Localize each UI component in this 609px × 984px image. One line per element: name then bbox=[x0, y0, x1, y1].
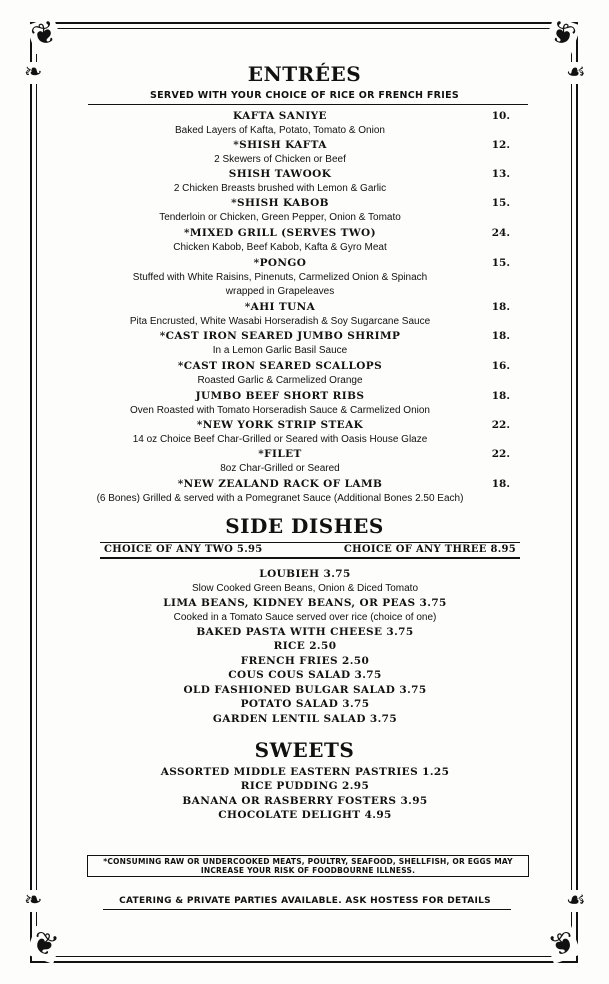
entree-price: 16. bbox=[491, 360, 510, 372]
side-item: BAKED PASTA WITH CHEESE 3.75 bbox=[196, 626, 414, 638]
side-item-description: Slow Cooked Green Beans, Onion & Diced Tomato bbox=[191, 583, 419, 594]
choice-three-label: CHOICE OF ANY THREE 8.95 bbox=[343, 544, 516, 555]
side-item: GARDEN LENTIL SALAD 3.75 bbox=[212, 713, 398, 725]
entree-description-cont: wrapped in Grapeleaves bbox=[225, 286, 335, 297]
side-item: COUS COUS SALAD 3.75 bbox=[228, 669, 382, 681]
choice-two-label: CHOICE OF ANY TWO 5.95 bbox=[104, 544, 263, 555]
entrees-title: ENTRÉES bbox=[247, 62, 362, 86]
entree-name: *MIXED GRILL (SERVES TWO) bbox=[184, 227, 376, 239]
side-item: RICE 2.50 bbox=[273, 640, 337, 652]
side-item: OLD FASHIONED BULGAR SALAD 3.75 bbox=[183, 684, 427, 696]
entree-description: Stuffed with White Raisins, Pinenuts, Carmelized Onion & Spinach bbox=[132, 272, 428, 283]
entree-name: *AHI TUNA bbox=[244, 301, 316, 313]
entree-description: Pita Encrusted, White Wasabi Horseradish & Soy Sugarcane Sauce bbox=[129, 316, 431, 327]
flourish-icon: ☙ bbox=[566, 888, 586, 913]
entree-description: 14 oz Choice Beef Char-Grilled or Seared with Oasis House Glaze bbox=[132, 434, 428, 445]
entree-name: JUMBO BEEF SHORT RIBS bbox=[195, 390, 365, 402]
sweet-item: ASSORTED MIDDLE EASTERN PASTRIES 1.25 bbox=[160, 766, 450, 778]
flourish-icon: ❦ bbox=[544, 13, 581, 56]
entree-description: 8oz Char-Grilled or Seared bbox=[220, 463, 340, 474]
flourish-icon: ❦ bbox=[26, 13, 63, 56]
flourish-icon: ❧ bbox=[24, 888, 43, 913]
side-dishes-title: SIDE DISHES bbox=[225, 514, 384, 538]
entree-price: 12. bbox=[491, 139, 510, 151]
entree-name: *CAST IRON SEARED SCALLOPS bbox=[177, 360, 383, 372]
side-item: POTATO SALAD 3.75 bbox=[240, 698, 370, 710]
catering-footer: CATERING & PRIVATE PARTIES AVAILABLE. ASK HOSTESS FOR DETAILS bbox=[119, 896, 491, 906]
side-dishes-choice-bar bbox=[100, 542, 520, 559]
flourish-icon: ❦ bbox=[544, 923, 581, 966]
entree-price: 18. bbox=[491, 390, 510, 402]
entree-name: *NEW YORK STRIP STEAK bbox=[196, 419, 364, 431]
entree-name: *SHISH KABOB bbox=[231, 197, 329, 209]
food-safety-notice bbox=[87, 855, 529, 877]
flourish-icon: ❦ bbox=[26, 923, 63, 966]
entree-price: 22. bbox=[491, 448, 510, 460]
entree-description: In a Lemon Garlic Basil Sauce bbox=[212, 345, 348, 356]
entree-name: *CAST IRON SEARED JUMBO SHRIMP bbox=[159, 330, 401, 342]
side-item: LIMA BEANS, KIDNEY BEANS, OR PEAS 3.75 bbox=[163, 597, 447, 609]
flourish-icon: ❧ bbox=[24, 60, 43, 85]
entree-price: 13. bbox=[491, 168, 510, 180]
flourish-icon: ☙ bbox=[566, 60, 586, 85]
entrees-divider bbox=[88, 104, 528, 105]
side-item: FRENCH FRIES 2.50 bbox=[240, 655, 370, 667]
sweets-title: SWEETS bbox=[254, 738, 355, 762]
notice-line-1: *CONSUMING RAW OR UNDERCOOKED MEATS, POULTRY, SEAFOOD, SHELLFISH, OR EGGS MAY bbox=[103, 857, 513, 866]
entree-name: SHISH TAWOOK bbox=[228, 168, 332, 180]
entree-description: Roasted Garlic & Carmelized Orange bbox=[197, 375, 363, 386]
sweet-item: RICE PUDDING 2.95 bbox=[240, 780, 370, 792]
entree-name: *FILET bbox=[258, 448, 302, 460]
entree-name: *SHISH KAFTA bbox=[233, 139, 327, 151]
entree-description: Baked Layers of Kafta, Potato, Tomato & Onion bbox=[175, 125, 385, 136]
side-item-description: Cooked in a Tomato Sauce served over rice (choice of one) bbox=[173, 612, 437, 623]
entree-description: (6 Bones) Grilled & served with a Pomegranet Sauce (Additional Bones 2.50 Each) bbox=[96, 493, 464, 504]
entree-name: *PONGO bbox=[253, 257, 307, 269]
entree-price: 18. bbox=[491, 478, 510, 490]
entrees-subtitle: SERVED WITH YOUR CHOICE OF RICE OR FRENCH FRIES bbox=[149, 90, 460, 101]
entree-name: KAFTA SANIYE bbox=[233, 110, 327, 122]
sweet-item: CHOCOLATE DELIGHT 4.95 bbox=[218, 809, 392, 821]
notice-line-2: INCREASE YOUR RISK OF FOODBOURNE ILLNESS. bbox=[200, 866, 416, 875]
entree-price: 10. bbox=[491, 110, 510, 122]
entree-description: 2 Skewers of Chicken or Beef bbox=[214, 154, 346, 165]
entree-description: 2 Chicken Breasts brushed with Lemon & Garlic bbox=[173, 183, 387, 194]
entree-description: Oven Roasted with Tomato Horseradish Sauce & Carmelized Onion bbox=[130, 405, 430, 416]
side-item: LOUBIEH 3.75 bbox=[259, 568, 351, 580]
sweet-item: BANANA OR RASBERRY FOSTERS 3.95 bbox=[182, 795, 428, 807]
footer-underline bbox=[103, 909, 511, 910]
entree-price: 18. bbox=[491, 330, 510, 342]
entree-description: Tenderloin or Chicken, Green Pepper, Onion & Tomato bbox=[159, 212, 401, 223]
entree-description: Chicken Kabob, Beef Kabob, Kafta & Gyro Meat bbox=[173, 242, 387, 253]
entree-price: 18. bbox=[491, 301, 510, 313]
entree-price: 22. bbox=[491, 419, 510, 431]
entree-price: 24. bbox=[491, 227, 510, 239]
entree-price: 15. bbox=[491, 197, 510, 209]
entree-price: 15. bbox=[491, 257, 510, 269]
entree-name: *NEW ZEALAND RACK OF LAMB bbox=[177, 478, 383, 490]
